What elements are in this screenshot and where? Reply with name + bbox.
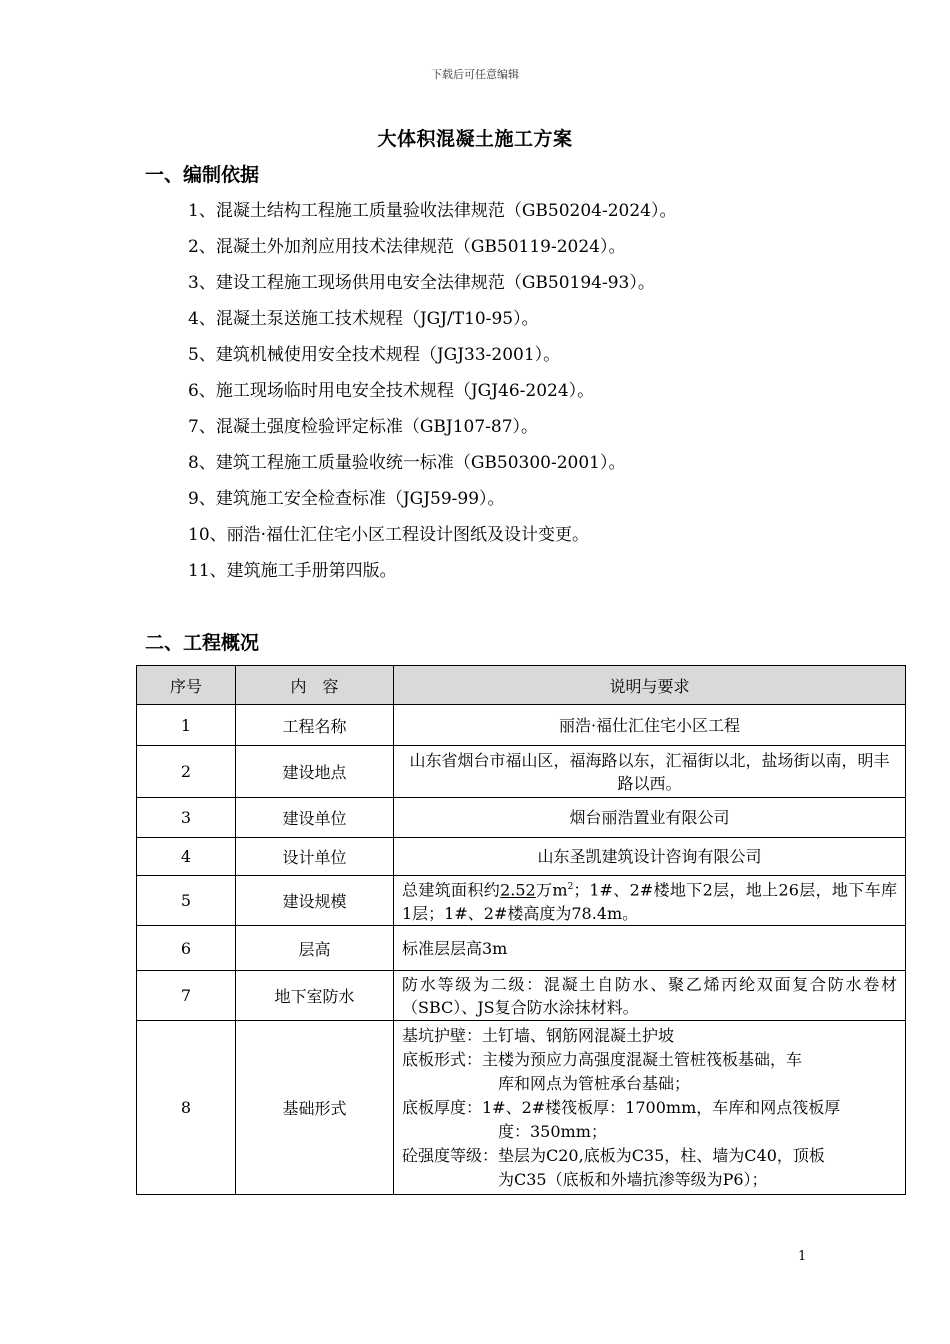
row-description: 烟台丽浩置业有限公司	[394, 798, 906, 838]
row-description: 山东圣凯建筑设计咨询有限公司	[394, 838, 906, 876]
scale-area-value: 2.52	[500, 880, 536, 900]
table-row	[137, 971, 906, 1021]
table-row	[137, 798, 906, 838]
table-row	[137, 926, 906, 971]
row-item: 建设地点	[236, 746, 394, 798]
row-item: 基础形式	[236, 1021, 394, 1195]
foundation-line: 为C35（底板和外墙抗渗等级为P6）；	[498, 1169, 768, 1189]
scale-text-post: ；1#、2#楼地下2层，地上26层，地下车库1层；1#、2#楼高度为78.4m。	[402, 880, 897, 923]
row-number: 3	[137, 798, 236, 838]
foundation-line: 度：350mm；	[498, 1121, 607, 1141]
row-number: 2	[137, 746, 236, 798]
row-number: 1	[137, 705, 236, 746]
foundation-line: 基坑护壁：土钉墙、钢筋网混凝土护坡	[402, 1025, 675, 1045]
row-item: 建设单位	[236, 798, 394, 838]
basis-item: 2、混凝土外加剂应用技术法律规范（GB50119-2024）。	[188, 237, 626, 257]
basis-item: 11、建筑施工手册第四版。	[188, 561, 397, 581]
foundation-line: 砼强度等级：垫层为C20,底板为C35，柱、墙为C40，顶板	[402, 1145, 825, 1165]
basis-item: 7、混凝土强度检验评定标准（GBJ107-87）。	[188, 417, 539, 437]
basis-item: 9、建筑施工安全检查标准（JGJ59-99）。	[188, 489, 505, 509]
header-description: 说明与要求	[394, 666, 906, 705]
row-description	[394, 1021, 906, 1195]
table-row	[137, 705, 906, 746]
row-number: 8	[137, 1021, 236, 1195]
row-description: 防水等级为二级：混凝土自防水、聚乙烯丙纶双面复合防水卷材（SBC）、JS复合防水涂抹材料。	[394, 971, 906, 1021]
scale-text-pre: 总建筑面积约	[402, 880, 501, 900]
section-heading-overview: 二、工程概况	[145, 632, 260, 654]
row-number: 5	[137, 876, 236, 926]
row-description: 山东省烟台市福山区，福海路以东，汇福街以北，盐场街以南，明丰路以西。	[394, 746, 906, 798]
table-row	[137, 876, 906, 926]
basis-item: 5、建筑机械使用安全技术规程（JGJ33-2001）。	[188, 345, 561, 365]
basis-item: 10、丽浩·福仕汇住宅小区工程设计图纸及设计变更。	[188, 525, 590, 545]
table-row	[137, 1021, 906, 1195]
page-number: 1	[798, 1249, 807, 1264]
scale-area-unit: 万m	[535, 880, 568, 900]
row-item: 设计单位	[236, 838, 394, 876]
row-number: 7	[137, 971, 236, 1021]
document-title: 大体积混凝土施工方案	[377, 128, 573, 150]
section-heading-basis: 一、编制依据	[145, 164, 260, 186]
scale-area-sup: 2	[567, 882, 574, 893]
basis-item: 8、建筑工程施工质量验收统一标准（GB50300-2001）。	[188, 453, 626, 473]
table-row	[137, 838, 906, 876]
foundation-line: 底板形式：主楼为预应力高强度混凝土管桩筏板基础，车	[402, 1049, 803, 1069]
row-number: 6	[137, 926, 236, 971]
header-note: 下载后可任意编辑	[431, 68, 519, 81]
table-header-row	[137, 666, 906, 705]
row-description: 丽浩·福仕汇住宅小区工程	[394, 705, 906, 746]
row-description: 标准层层高3m	[394, 926, 906, 971]
basis-list	[188, 196, 676, 592]
foundation-line: 底板厚度：1#、2#楼筏板厚：1700mm，车库和网点筏板厚	[402, 1097, 841, 1117]
row-number: 4	[137, 838, 236, 876]
basis-item: 1、混凝土结构工程施工质量验收法律规范（GB50204-2024）。	[188, 201, 677, 221]
header-content: 内 容	[236, 666, 394, 705]
foundation-line: 库和网点为管桩承台基础；	[498, 1073, 691, 1093]
row-item: 建设规模	[236, 876, 394, 926]
basis-item: 6、施工现场临时用电安全技术规程（JGJ46-2024）。	[188, 381, 595, 401]
row-description	[394, 876, 906, 926]
row-item: 工程名称	[236, 705, 394, 746]
basis-item: 4、混凝土泵送施工技术规程（JGJ/T10-95）。	[188, 309, 539, 329]
project-overview-table	[136, 665, 906, 1195]
header-no: 序号	[137, 666, 236, 705]
table-row	[137, 746, 906, 798]
row-item: 地下室防水	[236, 971, 394, 1021]
row-item: 层高	[236, 926, 394, 971]
basis-item: 3、建设工程施工现场供用电安全法律规范（GB50194-93）。	[188, 273, 655, 293]
